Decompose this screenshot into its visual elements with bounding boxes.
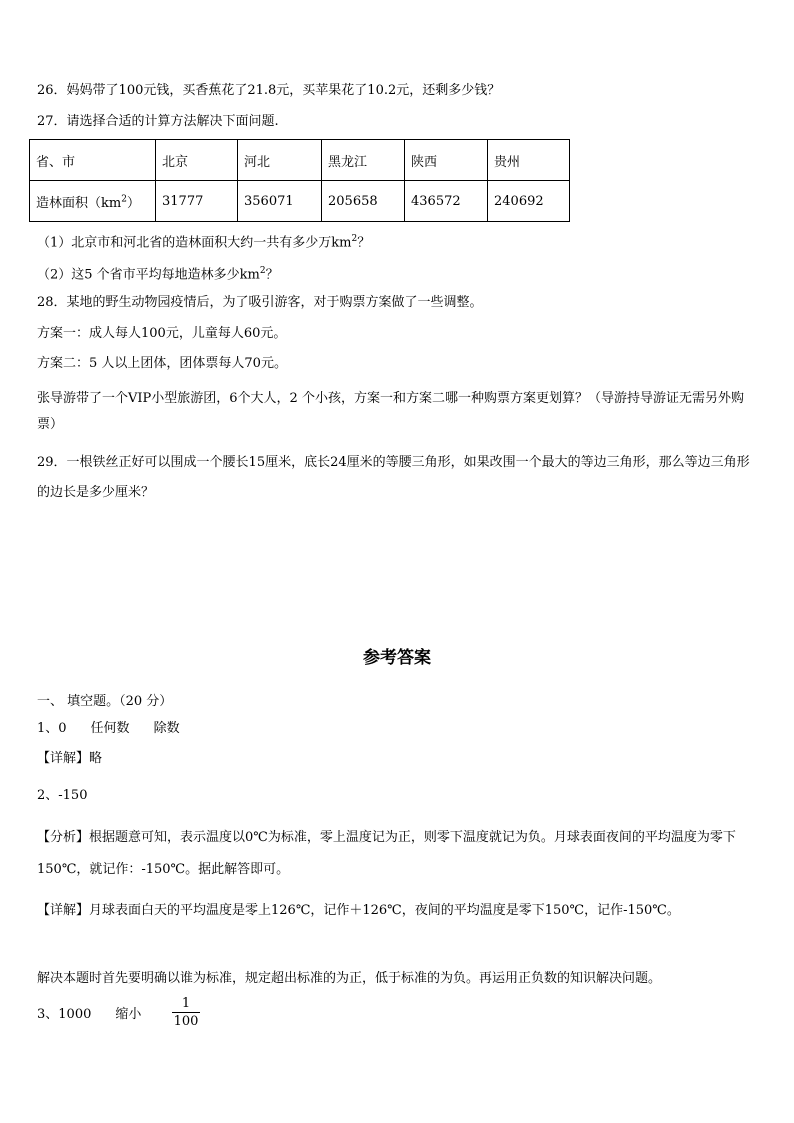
table-cell: 河北	[238, 140, 322, 181]
table-cell: 黑龙江	[322, 140, 405, 181]
table-cell: 省、市	[30, 140, 156, 181]
answer-2: 2、-150	[37, 788, 88, 803]
question-29: 29．一根铁丝正好可以围成一个腰长15厘米，底长24厘米的等腰三角形，如果改围一个最大的等边三角形，那么等边三角形的边长是多少厘米？	[37, 455, 750, 500]
answer-1-detail: 【详解】略	[37, 751, 103, 766]
table-cell: 陕西	[405, 140, 488, 181]
answer-2-note: 解决本题时首先要明确以谁为标准，规定超出标准的为正，低于标准的为负。再运用正负数的知识解决问题。	[37, 971, 662, 986]
table-cell: 436572	[405, 181, 488, 222]
table-cell: 205658	[322, 181, 405, 222]
table-row	[30, 181, 570, 222]
answer-3: 3、1000 缩小	[37, 1007, 142, 1022]
table-cell: 北京	[156, 140, 238, 181]
table-cell: 240692	[488, 181, 570, 222]
question-27-part-2: （2）这5 个省市平均每地造林多少$km^2$？	[37, 266, 279, 283]
answer-1: 1、0 任何数 除数	[37, 721, 180, 736]
fraction	[172, 995, 200, 1030]
table-header-row	[30, 140, 570, 181]
afforestation-table	[29, 139, 570, 222]
question-28: 28．某地的野生动物园疫情后，为了吸引游客，对于购票方案做了一些调整。	[37, 295, 483, 310]
table-row-label: 造林面积$(km^2)$	[30, 181, 156, 222]
section-heading: 一、 填空题。（20 分）	[37, 694, 173, 709]
question-26: 26．妈妈带了100元钱，买香蕉花了21.8元，买苹果花了10.2元，还剩多少钱？	[37, 83, 501, 98]
question-28-body: 张导游带了一个VIP小型旅游团，6个大人，2 个小孩，方案一和方案二哪一种购票方案更划算？（导游持导游证无需另外购票）	[37, 391, 744, 432]
table-cell: 356071	[238, 181, 322, 222]
answer-2-analysis: 【分析】根据题意可知，表示温度以0℃为标准，零上温度记为正，则零下温度就记为负。月球表面夜间的平均温度为零下150℃，就记作：-150℃。据此解答即可。	[37, 830, 736, 877]
plan-two: 方案二：5 人以上团体，团体票每人70元。	[37, 356, 287, 371]
fraction-numerator: 1	[172, 995, 200, 1013]
table-cell: 贵州	[488, 140, 570, 181]
answers-title: 参考答案	[363, 648, 431, 668]
question-27: 27．请选择合适的计算方法解决下面问题.	[37, 114, 279, 129]
question-27-part-1: （1）北京市和河北省的造林面积大约一共有多少万$km^2$？	[37, 234, 371, 251]
answer-2-detail: 【详解】月球表面白天的平均温度是零上126℃，记作＋126℃，夜间的平均温度是零下150℃，记作-150℃。	[37, 903, 680, 918]
fraction-denominator: 100	[173, 1014, 199, 1029]
plan-one: 方案一：成人每人100元，儿童每人60元。	[37, 326, 287, 341]
table-cell: 31777	[156, 181, 238, 222]
